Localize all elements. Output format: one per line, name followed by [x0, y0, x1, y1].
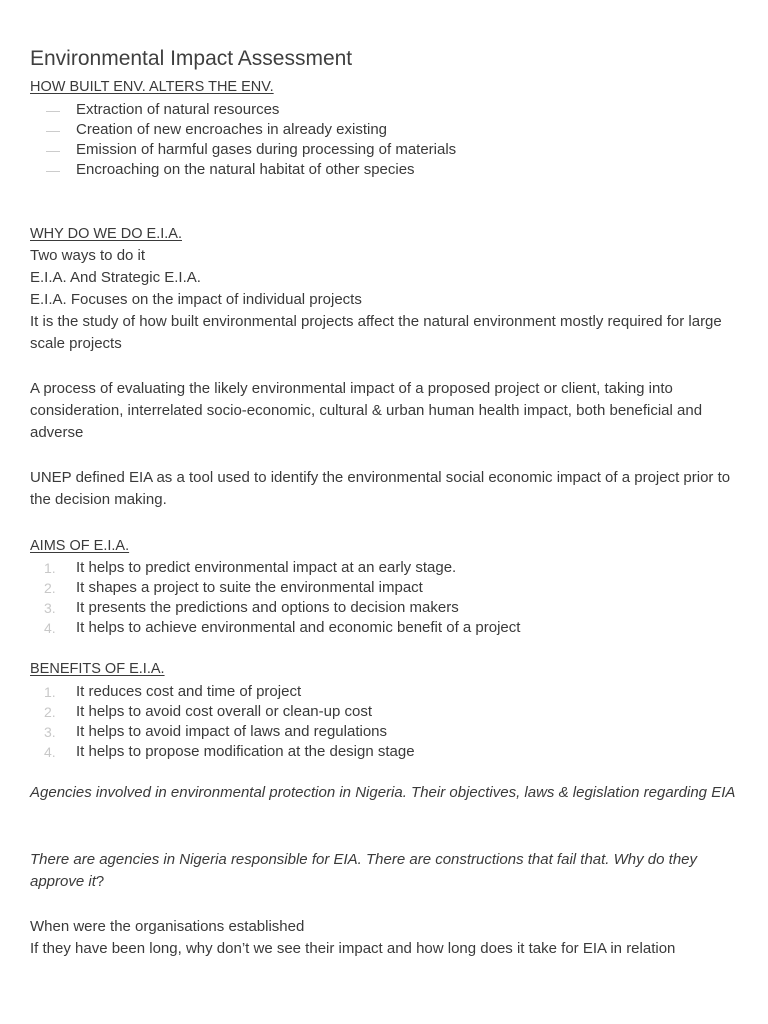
list-item [30, 742, 742, 762]
question-mark: ? [95, 873, 105, 890]
text-line: Two ways to do it [30, 247, 146, 264]
list-number: 1. [44, 560, 56, 576]
list-item-text: It helps to achieve environmental and economic benefit of a project [76, 619, 521, 636]
list-item-text: It helps to avoid impact of laws and regulations [76, 723, 388, 740]
paragraph-agencies: Agencies involved in environmental protection in Nigeria. Their objectives, laws & legislation regarding EIA [30, 784, 736, 801]
list-item [30, 578, 742, 598]
list-number: 2. [44, 704, 56, 720]
list-item-text: Encroaching on the natural habitat of other species [76, 161, 415, 178]
paragraph-question [30, 849, 742, 893]
text-line: E.I.A. And Strategic E.I.A. [30, 269, 201, 286]
list-number: 4. [44, 744, 56, 760]
dash-marker: — [46, 102, 60, 118]
list-item [30, 722, 742, 742]
text-line: E.I.A. Focuses on the impact of individual projects [30, 291, 362, 308]
list-item-text: It reduces cost and time of project [76, 683, 302, 700]
list-item [30, 598, 742, 618]
section-heading-aims: AIMS OF E.I.A. [30, 538, 130, 554]
text-line-impact: If they have been long, why don’t we see their impact and how long does it take for EIA in relation [30, 940, 676, 957]
list-number: 4. [44, 620, 56, 636]
list-item-text: Creation of new encroaches in already existing [76, 121, 388, 138]
paragraph-study: It is the study of how built environmental projects affect the natural environment mostly required for large scale projects [30, 313, 722, 352]
list-item-text: Emission of harmful gases during processing of materials [76, 141, 457, 158]
list-number: 3. [44, 724, 56, 740]
list-item-text: It helps to predict environmental impact at an early stage. [76, 559, 457, 576]
list-item [30, 140, 742, 160]
list-number: 3. [44, 600, 56, 616]
paragraph-unep: UNEP defined EIA as a tool used to identify the environmental social economic impact of a project prior to the decision making. [30, 469, 731, 508]
paragraph-process: A process of evaluating the likely environmental impact of a proposed project or client, taking into consideration, interrelated socio-economic, cultural & urban human health impact, both beneficial and adverse [30, 380, 703, 441]
list-item-text: It presents the predictions and options to decision makers [76, 599, 459, 616]
question-text: There are agencies in Nigeria responsible for EIA. There are constructions that fail that. Why do they approve it [30, 851, 698, 890]
list-number: 1. [44, 684, 56, 700]
list-item [30, 618, 742, 638]
list-item [30, 682, 742, 702]
section-heading-benefits: BENEFITS OF E.I.A. [30, 661, 165, 677]
list-item-text: It helps to avoid cost overall or clean-up cost [76, 703, 372, 720]
dash-marker: — [46, 142, 60, 158]
list-item-text: It helps to propose modification at the design stage [76, 743, 415, 760]
list-number: 2. [44, 580, 56, 596]
text-line-established: When were the organisations established [30, 918, 305, 935]
list-item [30, 120, 742, 140]
list-item-text: Extraction of natural resources [76, 101, 280, 118]
list-item [30, 558, 742, 578]
list-item [30, 100, 742, 120]
section-heading-how-built-env: HOW BUILT ENV. ALTERS THE ENV. [30, 79, 274, 95]
section-heading-why-eia: WHY DO WE DO E.I.A. [30, 226, 182, 242]
list-item [30, 702, 742, 722]
dash-marker: — [46, 122, 60, 138]
dash-marker: — [46, 162, 60, 178]
list-item-text: It shapes a project to suite the environmental impact [76, 579, 423, 596]
list-item [30, 160, 742, 180]
page-title: Environmental Impact Assessment [30, 47, 353, 70]
